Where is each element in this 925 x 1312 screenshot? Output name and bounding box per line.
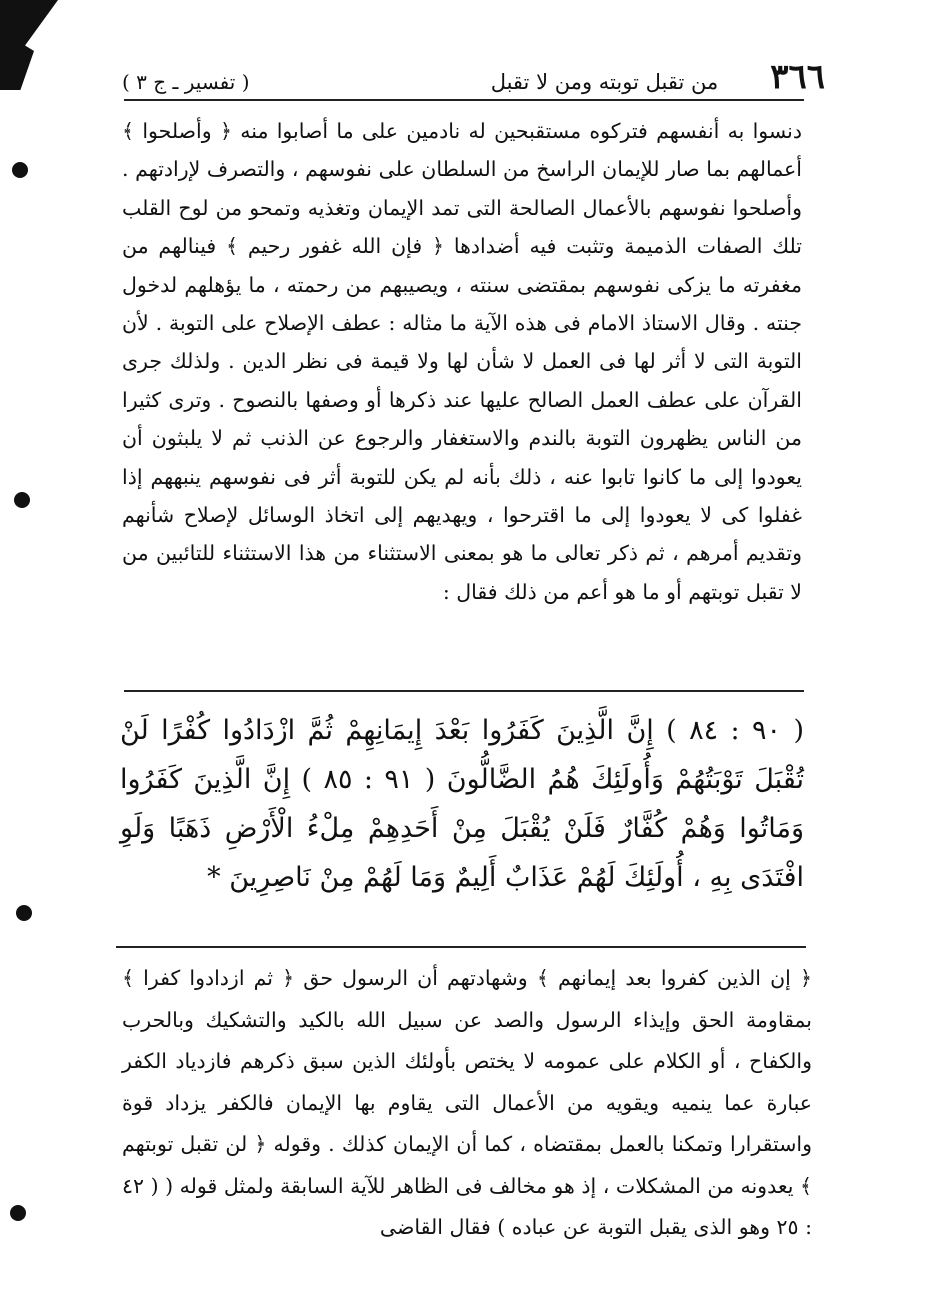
verse-bottom-rule [116,946,806,948]
binder-hole-mark [10,1205,26,1221]
book-reference: ( تفسير ـ ج ٣ ) [122,70,250,94]
header-rule [124,99,804,101]
running-title: من تقبل توبته ومن لا تقبل [490,70,719,94]
quran-verses-block [120,706,804,936]
verse-top-rule [124,690,804,692]
page-number: ٣٦٦ [770,57,825,97]
commentary-paragraph: دنسوا به أنفسهم فتركوه مستقبحين له نادمين على ما أصابوا منه ﴿ وأصلحوا ﴾ أعمالهم بما صار للإيمان الراسخ من السلطان على نفوسهم ، والتصرف لإرادتهم . وأصلحوا نفوسهم بالأعمال الصالحة التى تمد الإيمان وتغذيه وتمحو من لوح القلب تلك الصفات الذميمة وتثبت فيه أضدادها ﴿ فإن الله غفور رحيم ﴾ فينالهم من مغفرته ما يزكى نفوسهم بمقتضى سنته ، ويصيبهم من رحمته ، ما يؤهلهم لدخول جنته . وقال الاستاذ الامام فى هذه الآية ما مثاله : عطف الإصلاح على التوبة . لأن التوبة التى لا أثر لها فى العمل لا شأن لها ولا قيمة فى نظر الدين . ولذلك جرى القرآن على عطف العمل الصالح عليها عند ذكرها أو وصفها بالنصوح . وترى كثيرا من الناس يظهرون التوبة بالندم والاستغفار والرجوع عن الذنب ثم لا يلبثون أن يعودوا إلى ما كانوا تابوا عنه ، ذلك بأنه لم يكن للتوبة أثر فى نفوسهم ينبههم إذا غفلوا كى لا يعودوا إلى ما اقترحوا ، ويهديهم إلى اتخاذ الوسائل لإصلاح شأنهم وتقديم أمرهم ، ثم ذكر تعالى ما هو بمعنى الاستثناء من هذا الاستثناء للتائبين من لا تقبل توبتهم أو ما هو أعم من ذلك فقال : [122,119,802,604]
binder-hole-mark [14,492,30,508]
commentary-block-upper [122,112,802,682]
commentary-block-lower [122,958,812,1290]
commentary-paragraph: ﴿ إن الذين كفروا بعد إيمانهم ﴾ وشهادتهم أن الرسول حق ﴿ ثم ازدادوا كفرا ﴾ بمقاومة الحق وإيذاء الرسول والصد عن سبيل الله بالكيد والتشكيك وبالحرب والكفاح ، أو الكلام على عمومه لا يختص بأولئك الذين سبق ذكرهم فازدياد الكفر عبارة عما ينميه ويقويه من الأعمال التى يقاوم بها الإيمان فالكفر يزداد قوة واستقرارا وتمكنا بالعمل بمقتضاه ، كما أن الإيمان كذلك . وقوله ﴿ لن تقبل توبتهم ﴾ يعدونه من المشكلات ، إذ هو مخالف فى الظاهر للآية السابقة ولمثل قوله ( ( ٤٢ : ٢٥ وهو الذى يقبل التوبة عن عباده ) فقال القاضى [122,966,812,1239]
page-header [122,48,825,97]
binder-hole-mark [12,162,28,178]
quran-verses: ( ٩٠ : ٨٤ ) إِنَّ الَّذِينَ كَفَرُوا بَعْدَ إِيمَانِهِمْ ثُمَّ ازْدَادُوا كُفْرًا لَنْ تُقْبَلَ تَوْبَتُهُمْ وَأُولَئِكَ هُمُ الضَّالُّونَ ( ٩١ : ٨٥ ) إِنَّ الَّذِينَ كَفَرُوا وَمَاتُوا وَهُمْ كُفَّارٌ فَلَنْ يُقْبَلَ مِنْ أَحَدِهِمْ مِلْءُ الْأَرْضِ ذَهَبًا وَلَوِ افْتَدَى بِهِ ، أُولَئِكَ لَهُمْ عَذَابٌ أَلِيمٌ وَمَا لَهُمْ مِنْ نَاصِرِينَ * [120,715,804,893]
binder-hole-mark [16,905,32,921]
